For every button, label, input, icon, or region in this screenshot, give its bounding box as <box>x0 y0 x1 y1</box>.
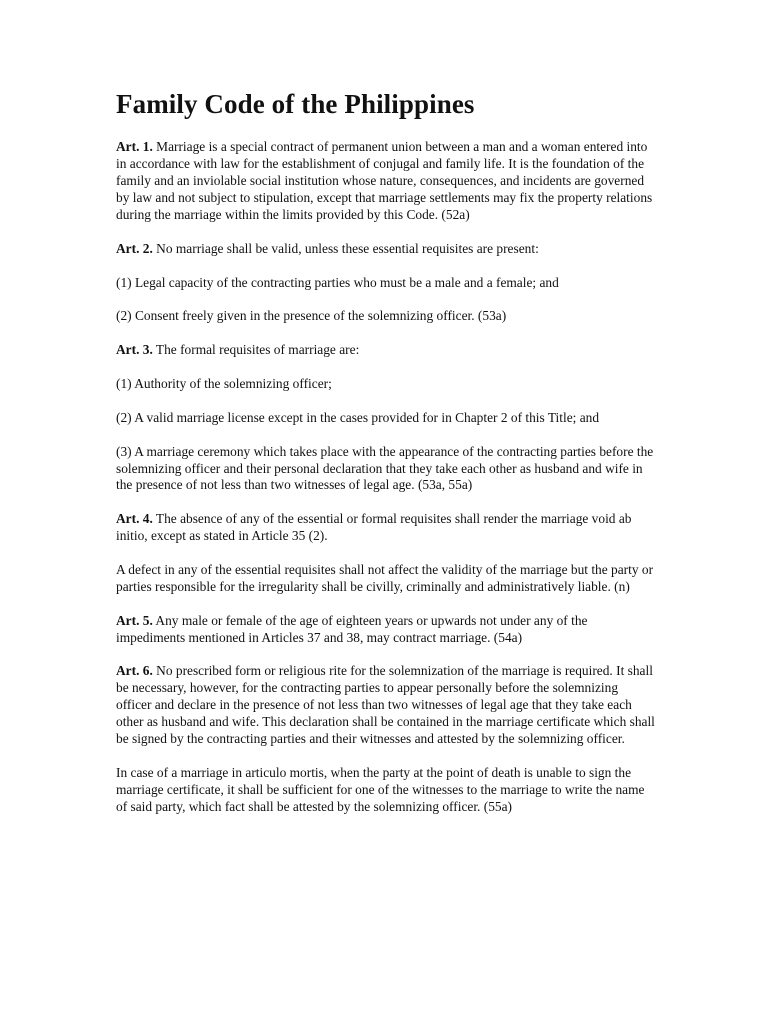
paragraph-art-2-item-1 <box>116 275 656 292</box>
article-label: Art. 2. <box>116 240 153 256</box>
article-label: Art. 5. <box>116 612 153 628</box>
article-label: Art. 6. <box>116 663 153 679</box>
paragraph-text: (3) A marriage ceremony which takes place with the appearance of the contracting parties before the solemnizing officer and their personal declaration that they take each other as husband and wife in the presence of not less than two witnesses of legal age. (53a, 55a) <box>116 443 654 493</box>
paragraph-text: No prescribed form or religious rite for the solemnization of the marriage is required. It shall be necessary, however, for the contracting parties to appear personally before the solemnizing officer and declare in the presence of not less than two witnesses of legal age that they take each other as husband and wife. This declaration shall be contained in the marriage certificate which shall be signed by the contracting parties and their witnesses and attested by the solemnizing officer. <box>116 663 655 746</box>
paragraph-text: Any male or female of the age of eighteen years or upwards not under any of the impediments mentioned in Articles 37 and 38, may contract marriage. (54a) <box>116 612 588 645</box>
paragraph-text: Marriage is a special contract of permanent union between a man and a woman entered into in accordance with law for the establishment of conjugal and family life. It is the foundation of the family and an inviolable social institution whose nature, consequences, and incidents are governed by law and not subject to stipulation, except that marriage settlements may fix the property relations during the marriage within the limits provided by this Code. (52a) <box>116 139 653 223</box>
paragraph-text: (2) A valid marriage license except in the cases provided for in Chapter 2 of this Title; and <box>116 409 600 425</box>
paragraph-text: The absence of any of the essential or formal requisites shall render the marriage void ab initio, except as stated in Article 35 (2). <box>116 511 632 544</box>
paragraph-text: In case of a marriage in articulo mortis, when the party at the point of death is unable to sign the marriage certificate, it shall be sufficient for one of the witnesses to the marriage to write the name of said party, which fact shall be attested by the solemnizing officer. (55a) <box>116 764 645 814</box>
paragraph-art-1 <box>116 139 656 224</box>
paragraph-art-3 <box>116 342 656 359</box>
article-label: Art. 3. <box>116 342 153 358</box>
document-title: Family Code of the Philippines <box>116 89 475 119</box>
paragraph-text: The formal requisites of marriage are: <box>152 342 360 358</box>
paragraph-art-3-item-2 <box>116 410 656 427</box>
document-page <box>116 88 656 832</box>
paragraph-text: (2) Consent freely given in the presence of the solemnizing officer. (53a) <box>116 308 507 324</box>
paragraph-art-6-articulo-mortis <box>116 765 656 816</box>
paragraph-text: (1) Legal capacity of the contracting parties who must be a male and a female; and <box>116 274 559 290</box>
paragraph-art-2-item-2 <box>116 308 656 325</box>
paragraph-art-4 <box>116 511 656 545</box>
paragraph-text: A defect in any of the essential requisites shall not affect the validity of the marriage but the party or parties responsible for the irregularity shall be civilly, criminally and administratively liable. (n) <box>116 561 654 594</box>
paragraph-art-3-item-1 <box>116 376 656 393</box>
paragraph-text: (1) Authority of the solemnizing officer; <box>116 376 332 391</box>
article-label: Art. 4. <box>116 511 153 527</box>
paragraph-art-6 <box>116 663 656 748</box>
paragraph-text: No marriage shall be valid, unless these essential requisites are present: <box>152 240 539 256</box>
paragraph-art-3-item-3 <box>116 444 656 495</box>
paragraph-art-5 <box>116 613 656 647</box>
paragraph-art-4-defect <box>116 562 656 596</box>
paragraph-art-2 <box>116 241 656 258</box>
article-label: Art. 1. <box>116 139 153 155</box>
